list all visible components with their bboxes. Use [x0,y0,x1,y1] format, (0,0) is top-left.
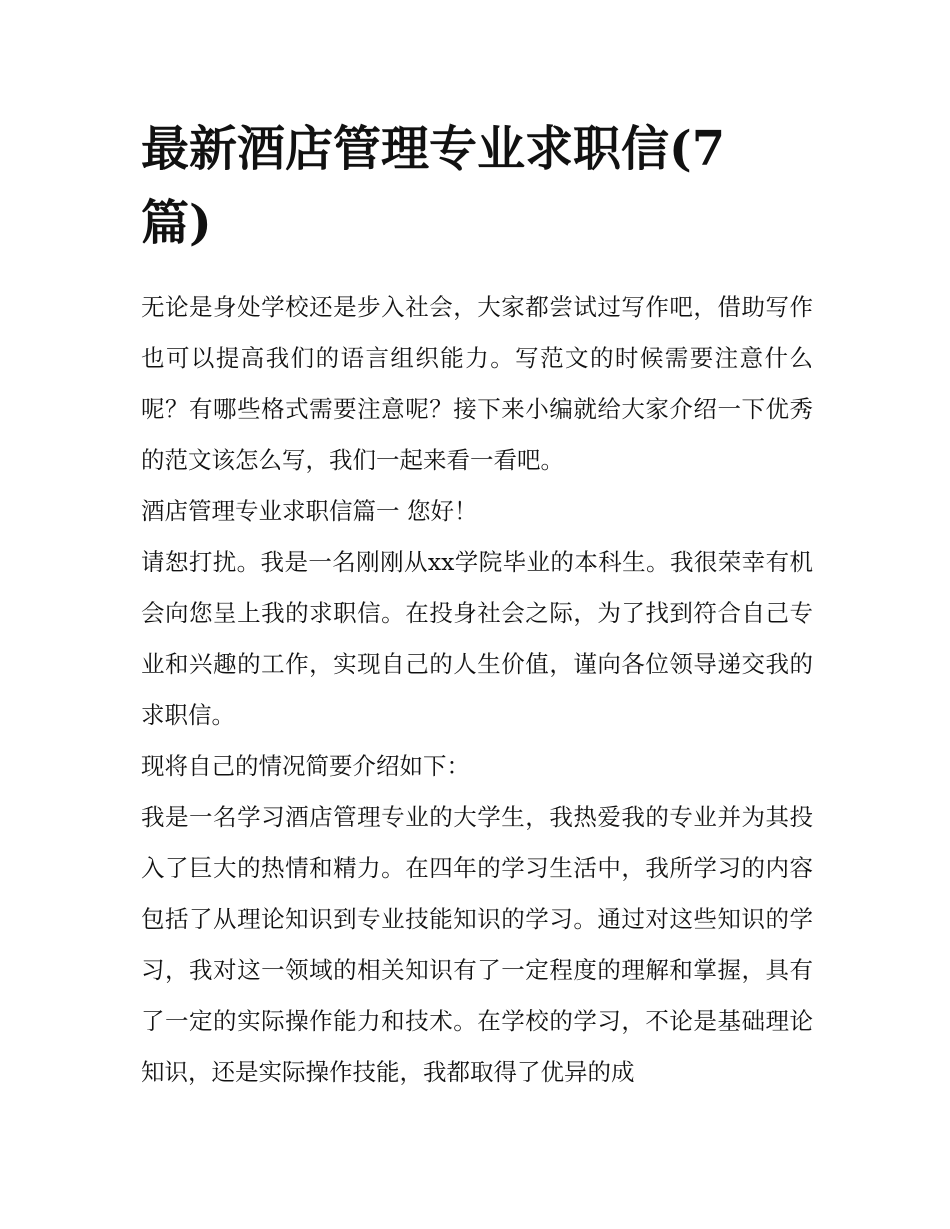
body-paragraph-introduction: 请恕打扰。我是一名刚刚从xx学院毕业的本科生。我很荣幸有机会向您呈上我的求职信。在投身社会之际，为了找到符合自己专业和兴趣的工作，实现自己的人生价值，谨向各位领导递交我的求职信。 [141,548,813,729]
document-page [141,112,813,1098]
document-title: 最新酒店管理专业求职信(7篇) [141,121,726,251]
body-paragraph-lead-in: 现将自己的情况简要介绍如下： [141,752,470,780]
section-heading-greeting: 酒店管理专业求职信篇一 您好！ [141,497,478,525]
intro-paragraph: 无论是身处学校还是步入社会，大家都尝试过写作吧，借助写作也可以提高我们的语言组织能力。写范文的时候需要注意什么呢？有哪些格式需要注意呢？接下来小编就给大家介绍一下优秀的范文该怎么写，我们一起来看一看吧。 [141,293,813,474]
body-paragraph-background: 我是一名学习酒店管理专业的大学生，我热爱我的专业并为其投入了巨大的热情和精力。在四年的学习生活中，我所学习的内容包括了从理论知识到专业技能知识的学习。通过对这些知识的学习，我对这一领域的相关知识有了一定程度的理解和掌握，具有了一定的实际操作能力和技术。在学校的学习，不论是基础理论知识，还是实际操作技能，我都取得了优异的成 [141,803,813,1086]
